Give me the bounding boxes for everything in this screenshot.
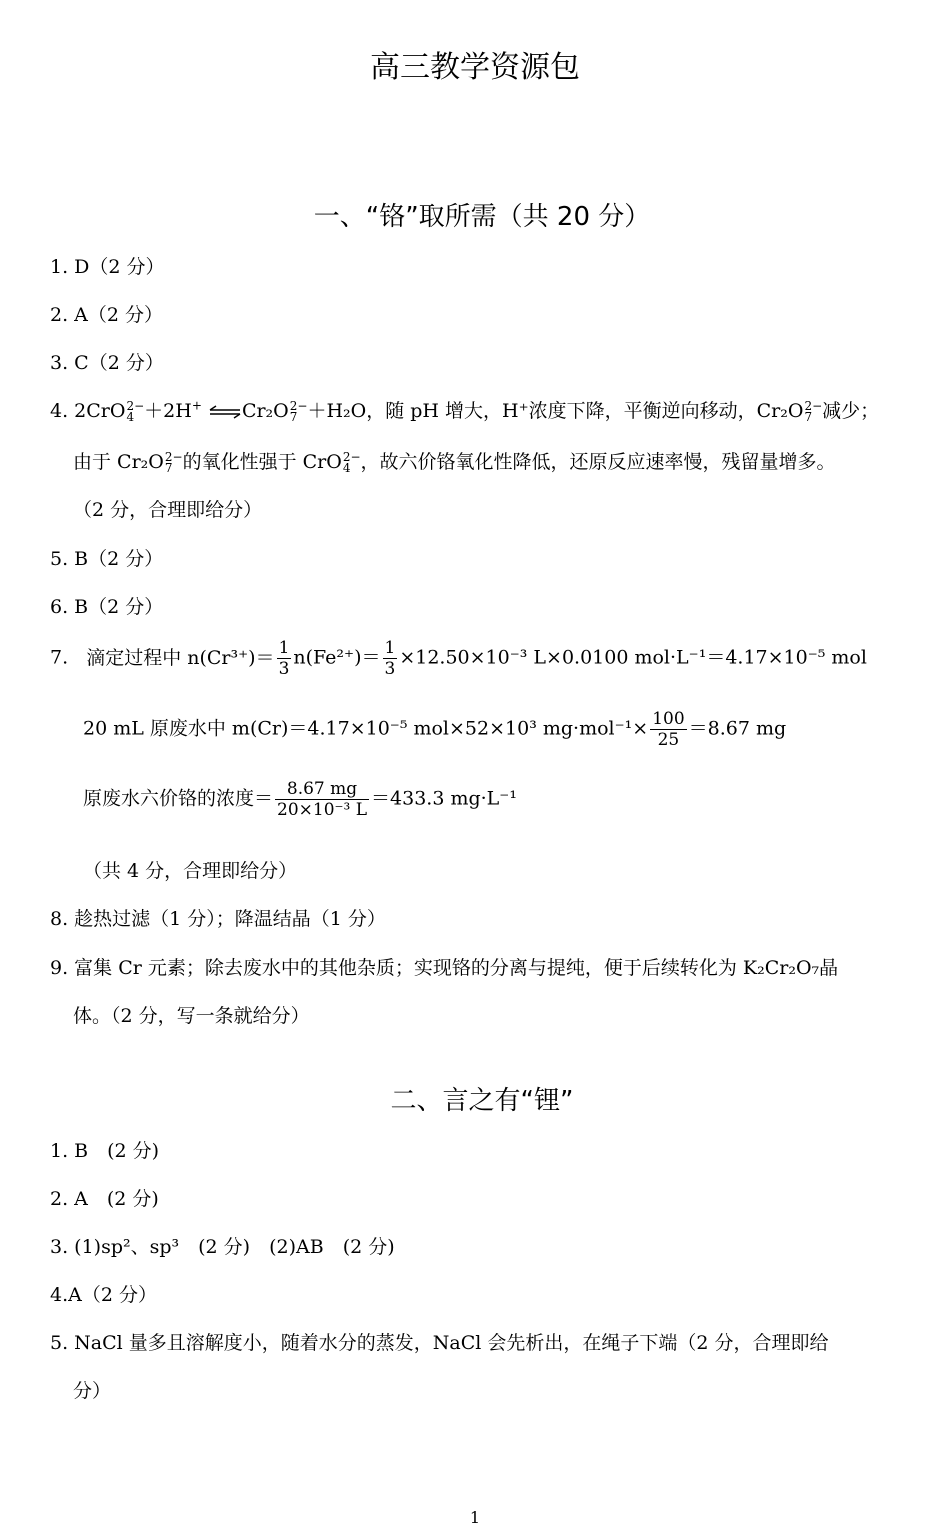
fraction-denominator: 3 (278, 659, 290, 679)
answer-1-1: 1. D（2 分） (50, 256, 165, 278)
q7-number: 7. (50, 646, 69, 669)
sub-text: 4 (126, 410, 135, 424)
answer-1-8: 8. 趁热过滤（1 分）；降温结晶（1 分） (50, 908, 386, 930)
sub-text: 7 (164, 461, 173, 475)
fraction-4 (275, 779, 369, 820)
charge-text: 2− (164, 450, 183, 464)
fraction-numerator: 1 (278, 638, 290, 658)
answer-2-1: 1. B (2 分) (50, 1140, 160, 1162)
charge-text: 2− (289, 399, 308, 413)
answer-2-5-line2: 分） (73, 1380, 112, 1402)
q4-charge-stack-3 (804, 401, 822, 423)
fraction-2 (383, 638, 398, 679)
q4-line2-b: 的氧化性强于 CrO (182, 451, 342, 473)
q7-line1-b: n(Fe²⁺)＝ (293, 646, 381, 669)
sub-text: 7 (289, 410, 298, 424)
answer-1-7-line4: （共 4 分，合理即给分） (83, 860, 298, 882)
q4-cr2o7: Cr₂O (241, 400, 289, 422)
q7-line2-a: 20 mL 原废水中 m(Cr)＝4.17×10⁻⁵ mol×52×10³ mg·mol⁻¹× (83, 717, 649, 740)
answer-1-7-line1 (50, 638, 867, 679)
answer-1-6: 6. B（2 分） (50, 596, 164, 618)
answer-1-4-line2 (73, 449, 836, 475)
charge-text: 2− (342, 450, 361, 464)
q4-plus-h: ＋2H (144, 400, 192, 422)
answer-1-7-line3 (83, 779, 517, 820)
answer-1-9-line1: 9. 富集 Cr 元素；除去废水中的其他杂质；实现铬的分离与提纯，便于后续转化为 K₂Cr₂O₇晶 (50, 957, 839, 979)
sub-text: 4 (342, 461, 351, 475)
answer-1-2: 2. A（2 分） (50, 304, 164, 326)
page-number: 1 (469, 1508, 481, 1527)
q4-charge-stack-1 (126, 401, 144, 423)
answer-1-7-line2 (83, 709, 786, 750)
answer-2-4: 4.A（2 分） (50, 1284, 157, 1306)
q4-lead: 4. 2CrO (50, 400, 126, 422)
charge-text: 2− (126, 399, 145, 413)
q4-tail: 减少； (822, 400, 880, 422)
fraction-3 (650, 709, 686, 750)
fraction-numerator: 8.67 mg (275, 779, 369, 800)
q7-line1-a: 滴定过程中 n(Cr³⁺)＝ (86, 646, 275, 669)
q4-charge-stack-2 (290, 401, 308, 423)
q7-line1-c: ×12.50×10⁻³ L×0.0100 mol·L⁻¹＝4.17×10⁻⁵ mol (399, 646, 867, 669)
answer-2-3: 3. (1)sp²、sp³ (2 分) (2)AB (2 分) (50, 1236, 395, 1258)
answer-1-4-line3: （2 分，合理即给分） (73, 499, 263, 521)
answer-2-5-line1: 5. NaCl 量多且溶解度小，随着水分的蒸发，NaCl 会先析出，在绳子下端（2 分，合理即给 (50, 1332, 829, 1354)
q7-line3-b: ＝433.3 mg·L⁻¹ (371, 787, 517, 810)
answer-1-5: 5. B（2 分） (50, 548, 164, 570)
q4-h2o-text: ＋H₂O，随 pH 增大，H⁺浓度下降，平衡逆向移动，Cr₂O (307, 400, 804, 422)
q4-charge-stack-5 (343, 452, 361, 474)
charge-text: 2− (804, 399, 823, 413)
answer-1-9-line2: 体。（2 分，写一条就给分） (73, 1005, 310, 1027)
answer-1-3: 3. C（2 分） (50, 352, 164, 374)
q7-line3-a: 原废水六价铬的浓度＝ (83, 787, 274, 810)
sub-text: 7 (804, 410, 813, 424)
q7-line2-b: ＝8.67 mg (688, 717, 787, 740)
fraction-denominator: 20×10⁻³ L (277, 800, 368, 820)
section2-title: 二、言之有“锂” (390, 1086, 574, 1116)
fraction-denominator: 3 (384, 659, 396, 679)
fraction-denominator: 25 (657, 730, 680, 750)
q4-plus-charge: + (191, 398, 202, 413)
q4-charge-stack-4 (165, 452, 183, 474)
fraction-numerator: 1 (384, 638, 396, 658)
section1-title: 一、“铬”取所需（共 20 分） (313, 202, 651, 232)
fraction-1 (277, 638, 292, 679)
answer-2-2: 2. A (2 分) (50, 1188, 159, 1210)
answer-1-4-line1 (50, 398, 879, 424)
page-title: 高三教学资源包 (370, 50, 580, 85)
fraction-numerator: 100 (652, 709, 685, 729)
equilibrium-arrow-icon (208, 405, 242, 419)
q4-line2-a: 由于 Cr₂O (73, 451, 164, 473)
q4-line2-c: ，故六价铬氧化性降低，还原反应速率慢，残留量增多。 (360, 451, 836, 473)
